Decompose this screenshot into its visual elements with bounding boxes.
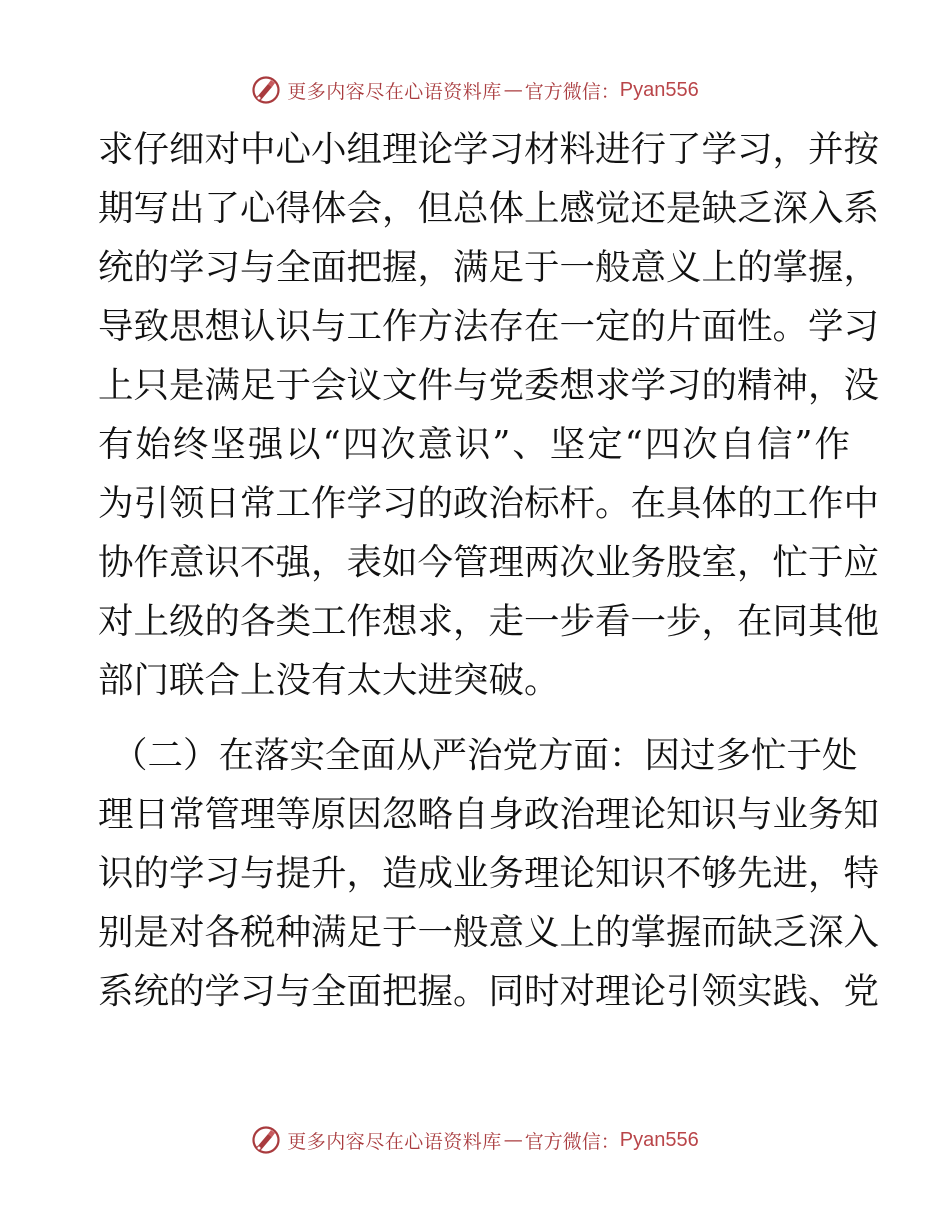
text-line: 对上级的各类工作想求，走一步看一步，在同其他 <box>98 601 880 642</box>
text-line: 部门联合上没有太大进突破。 <box>98 660 560 701</box>
text-line: 理日常管理等原因忽略自身政治理论知识与业务知 <box>98 794 880 835</box>
text-line: 期写出了心得体会，但总体上感觉还是缺乏深入系 <box>98 188 880 229</box>
paragraph-1 <box>98 120 880 710</box>
banner-text: 更多内容尽在心语资料库 <box>287 80 502 103</box>
text-line: 求仔细对中心小组理论学习材料进行了学习，并按 <box>98 129 880 170</box>
banner-wechat-id: Pyan556 <box>619 1128 699 1151</box>
banner-dash: — <box>503 1129 523 1151</box>
text-line: 导致思想认识与工作方法存在一定的片面性。学习 <box>98 306 880 347</box>
paragraph-gap <box>98 710 858 726</box>
banner-text: 更多内容尽在心语资料库 <box>287 1130 502 1153</box>
document-body <box>98 120 880 1021</box>
text-line: 有始终坚强以“四次意识”、坚定“四次自信”作 <box>98 424 850 465</box>
header-banner <box>0 70 950 110</box>
pen-logo-icon <box>251 1125 281 1155</box>
footer-banner <box>0 1120 950 1160</box>
banner-dash: — <box>503 79 523 101</box>
text-line: 统的学习与全面把握，满足于一般意义上的掌握， <box>98 247 880 288</box>
text-line: 系统的学习与全面把握。同时对理论引领实践、党 <box>98 971 880 1012</box>
text-line: （二）在落实全面从严治党方面：因过多忙于处 <box>112 735 858 776</box>
banner-wechat-label: 官方微信： <box>524 1130 620 1153</box>
paragraph-2 <box>98 726 880 1021</box>
text-line: 识的学习与提升，造成业务理论知识不够先进，特 <box>98 853 880 894</box>
text-line: 上只是满足于会议文件与党委想求学习的精神，没 <box>98 365 880 406</box>
banner-wechat-label: 官方微信： <box>524 80 620 103</box>
text-line: 别是对各税种满足于一般意义上的掌握而缺乏深入 <box>98 912 880 953</box>
text-line: 为引领日常工作学习的政治标杆。在具体的工作中 <box>98 483 880 524</box>
banner-wechat-id: Pyan556 <box>619 78 699 101</box>
pen-logo-icon <box>251 75 281 105</box>
text-line: 协作意识不强，表如今管理两次业务股室，忙于应 <box>98 542 880 583</box>
